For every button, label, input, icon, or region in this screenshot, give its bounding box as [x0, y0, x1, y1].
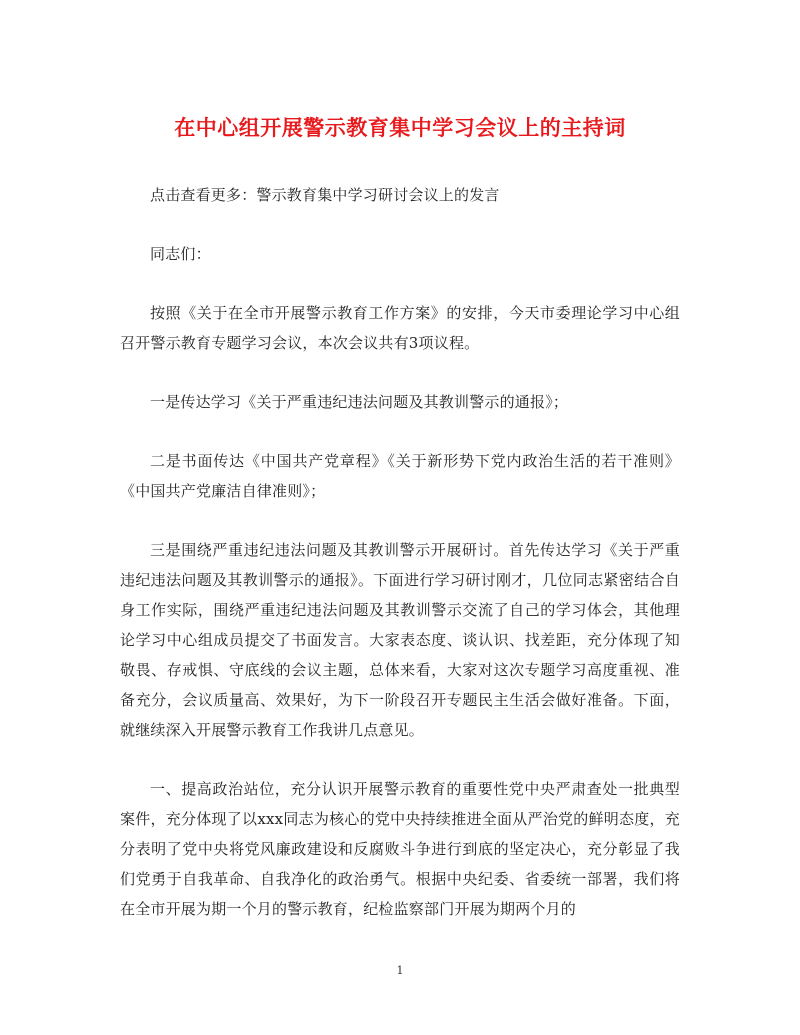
paragraph-agenda-1: 一是传达学习《关于严重违纪违法问题及其教训警示的通报》； — [150, 393, 569, 411]
paragraph-agenda-2: 二是书面传达《中国共产党章程》《关于新形势下党内政治生活的若干准则》《中国共产党廉洁自律准则》； — [120, 452, 680, 500]
paragraph-intro: 按照《关于在全市开展警示教育工作方案》的安排，今天市委理论学习中心组召开警示教育专题学习会议，本次会议共有3项议程。 — [120, 304, 680, 352]
document-title: 在中心组开展警示教育集中学习会议上的主持词 — [174, 116, 626, 140]
paragraph-agenda-3: 三是围绕严重违纪违法问题及其教训警示开展研讨。首先传达学习《关于严重违纪违法问题及其教训警示的通报》。下面进行学习研讨刚才，几位同志紧密结合自身工作实际，围绕严重违纪违法问题及其教训警示交流了自己的学习体会，其他理论学习中心组成员提交了书面发言。大家表态度、谈认识、找差距，充分体现了知敬畏、存戒惧、守底线的会议主题，总体来看，大家对这次专题学习高度重视、准备充分，会议质量高、效果好，为下一阶段召开专题民主生活会做好准备。下面，就继续深入开展警示教育工作我讲几点意见。 — [120, 541, 680, 739]
paragraph-more-link[interactable]: 点击查看更多：警示教育集中学习研讨会议上的发言 — [150, 186, 500, 204]
paragraph-salutation: 同志们： — [150, 245, 211, 263]
paragraph-section-1: 一、提高政治站位，充分认识开展警示教育的重要性党中央严肃查处一批典型案件，充分体现了以xxx同志为核心的党中央持续推进全面从严治党的鲜明态度，充分表明了党中央将党风廉政建设和反腐败斗争进行到底的坚定决心，充分彰显了我们党勇于自我革命、自我净化的政治勇气。根据中央纪委、省委统一部署，我们将在全市开展为期一个月的警示教育，纪检监察部门开展为期两个月的 — [120, 780, 680, 918]
document-body — [120, 180, 680, 953]
page-number: 1 — [396, 964, 404, 977]
